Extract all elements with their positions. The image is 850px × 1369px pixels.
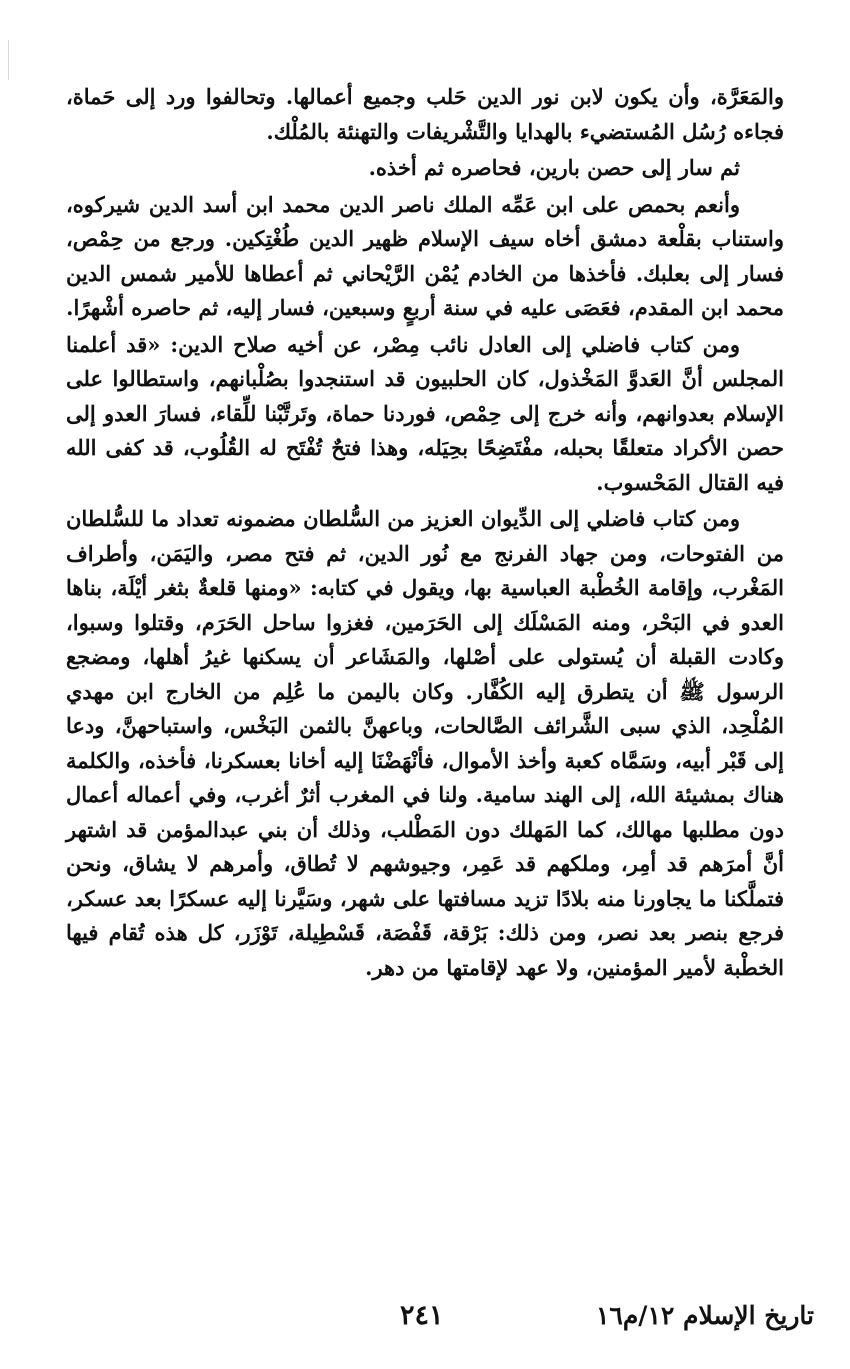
page-number: ٢٤١	[400, 1300, 444, 1331]
main-text	[66, 80, 784, 985]
page-footer	[40, 1296, 814, 1336]
paragraph-3: وأنعم بحمص على ابن عَمِّه الملك ناصر الدين محمد ابن أسد الدين شيركوه، واستناب بقلْعة دمشق أخاه سيف الإسلام ظهير الدين طُغْتِكين. ورجع من حِمْص، فسار إلى بعلبك. فأخذها من الخادم يُمْن الرَّيْحاني ثم أعطاها للأمير شمس الدين محمد ابن المقدم، فعَصَى عليه في سنة أربعٍ وسبعين، فسار إليه، ثم حاصره أشْهرًا.	[66, 191, 784, 320]
footer-book-title: تاريخ الإسلام ١٢/م١٦	[595, 1301, 814, 1330]
paragraph-5: ومن كتاب فاضلي إلى الدِّيوان العزيز من السُّلطان مضمونه تعداد ما للسُّلطان من الفتوحات، ومن جهاد الفرنج مع نُور الدين، ثم فتح مصر، واليَمَن، وأطراف المَغْرب، وإقامة الخُطْبة العباسية بها، ويقول في كتابه: «ومنها قلعةٌ بثغر أيْلَة، بناها العدو في البَحْر، ومنه المَسْلَك إلى الحَرَمين، فغزوا ساحل الحَرَم، وقتلوا وسبوا، وكادت القبلة أن يُستولى على أصْلها، والمَشَاعر أن يسكنها غيرُ أهلها، ومضجع الرسول ﷺ أن يتطرق إليه الكُفَّار. وكان باليمن ما عُلِم من الخارج ابن مهدي المُلْحِد، الذي سبى الشَّرائف الصَّالحات، وباعهنَّ بالثمن البَخْس، واستباحهنَّ، ودعا إلى قَبْر أبيه، وسَمَّاه كعبة وأخذ الأموال، فأنْهَضْنَا إليه أخانا بعسكرنا، فأخذه، والكلمة هناك بمشيئة الله، إلى الهند سامية. ولنا في المغرب أثرٌ أغرب، وفي أعماله أعمال دون مطلبها مهالك، كما المَهلك دون المَطْلب، وذلك أن بني عبدالمؤمن قد اشتهر أنَّ أمرَهم قد أمِر، وملكهم قد عَمِر، وجيوشهم لا تُطاق، وأمرهم لا يشاق، ونحن فتملَّكنا ما يجاورنا منه بلادًا تزيد مسافتها على شهر، وسَيَّرنا إليه عسكرًا بعد عسكر، فرجع بنصر بعد نصر، ومن ذلك: بَرْقة، قَفْصَة، قَسْطِيلة، تَوْزَر، كل هذه تُقام فيها الخطْبة لأمير المؤمنين، ولا عهد لإقامتها من دهر.	[66, 506, 784, 980]
scan-edge-mark	[8, 40, 9, 80]
paragraph-1: والمَعَرَّة، وأن يكون لابن نور الدين حَلب وجميع أعمالها. وتحالفوا ورد إلى حَماة، فجاءه رُسُل المُستضيء بالهدايا والتَّشْريفات والتهنئة بالمُلْك.	[66, 84, 784, 144]
paragraph-2: ثم سار إلى حصن بارين، فحاصره ثم أخذه.	[368, 155, 740, 180]
footer-divider	[66, 1278, 784, 1279]
paragraph-4: ومن كتاب فاضلي إلى العادل نائب مِصْر، عن أخيه صلاح الدين: «قد أعلمنا المجلس أنَّ العَدوَّ المَخْذول، كان الحلبيون قد استنجدوا بصُلْبانهم، واستطالوا على الإسلام بعدوانهم، وأنه خرج إلى حِمْص، فوردنا حماة، وتَرتَّبْنا للِّقاء، فسارَ العدو إلى حصن الأكراد متعلقًا بحبله، مفْتَضِحًا بحِيَله، وهذا فتحٌ تُفْتَح له القُلُوب، قد كفى الله فيه القتال المَحْسوب.	[66, 331, 784, 495]
